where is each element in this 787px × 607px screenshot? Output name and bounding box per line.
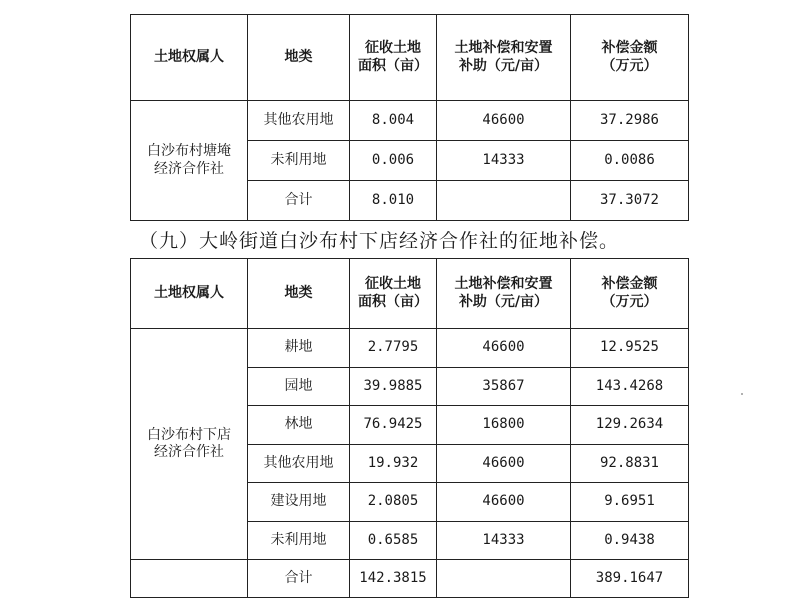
rate-cell: 46600 bbox=[437, 444, 571, 483]
area-cell: 2.7795 bbox=[350, 329, 437, 368]
rate-cell bbox=[437, 181, 571, 221]
rate-cell: 46600 bbox=[437, 101, 571, 141]
land-type-cell: 耕地 bbox=[248, 329, 350, 368]
section-caption: （九）大岭街道白沙布村下店经济合作社的征地补偿。 bbox=[139, 230, 620, 252]
compensation-table-tangyan bbox=[130, 14, 689, 221]
land-type-cell: 其他农用地 bbox=[248, 101, 350, 141]
land-type-cell: 林地 bbox=[248, 406, 350, 445]
area-cell: 0.006 bbox=[350, 141, 437, 181]
header-amount: 补偿金额 （万元） bbox=[571, 15, 689, 101]
rate-cell: 35867 bbox=[437, 367, 571, 406]
area-cell: 8.010 bbox=[350, 181, 437, 221]
owner-cell: 白沙布村下店 经济合作社 bbox=[131, 329, 248, 560]
rate-cell: 16800 bbox=[437, 406, 571, 445]
header-area: 征收土地 面积（亩） bbox=[350, 15, 437, 101]
land-type-cell: 未利用地 bbox=[248, 141, 350, 181]
table-row bbox=[131, 329, 689, 368]
amount-cell: 0.0086 bbox=[571, 141, 689, 181]
header-land-type: 地类 bbox=[248, 15, 350, 101]
owner-cell-empty bbox=[131, 560, 248, 598]
table-total-row bbox=[131, 560, 689, 598]
area-cell: 142.3815 bbox=[350, 560, 437, 598]
amount-cell: 0.9438 bbox=[571, 521, 689, 560]
header-owner: 土地权属人 bbox=[131, 15, 248, 101]
rate-cell: 46600 bbox=[437, 483, 571, 522]
amount-cell: 129.2634 bbox=[571, 406, 689, 445]
scan-speck bbox=[741, 393, 743, 395]
rate-cell: 14333 bbox=[437, 521, 571, 560]
header-land-type: 地类 bbox=[248, 259, 350, 329]
amount-cell: 9.6951 bbox=[571, 483, 689, 522]
amount-cell: 37.2986 bbox=[571, 101, 689, 141]
amount-cell: 37.3072 bbox=[571, 181, 689, 221]
area-cell: 8.004 bbox=[350, 101, 437, 141]
amount-cell: 143.4268 bbox=[571, 367, 689, 406]
header-owner: 土地权属人 bbox=[131, 259, 248, 329]
rate-cell: 46600 bbox=[437, 329, 571, 368]
header-compensation-rate: 土地补偿和安置 补助（元/亩） bbox=[437, 259, 571, 329]
area-cell: 0.6585 bbox=[350, 521, 437, 560]
area-cell: 19.932 bbox=[350, 444, 437, 483]
area-cell: 39.9885 bbox=[350, 367, 437, 406]
header-compensation-rate: 土地补偿和安置 补助（元/亩） bbox=[437, 15, 571, 101]
rate-cell bbox=[437, 560, 571, 598]
header-amount: 补偿金额 （万元） bbox=[571, 259, 689, 329]
amount-cell: 12.9525 bbox=[571, 329, 689, 368]
land-type-cell: 其他农用地 bbox=[248, 444, 350, 483]
land-type-cell: 建设用地 bbox=[248, 483, 350, 522]
table-row bbox=[131, 101, 689, 141]
land-type-cell: 园地 bbox=[248, 367, 350, 406]
owner-cell: 白沙布村塘埯 经济合作社 bbox=[131, 101, 248, 221]
table-header-row bbox=[131, 15, 689, 101]
land-type-cell: 合计 bbox=[248, 560, 350, 598]
table-header-row bbox=[131, 259, 689, 329]
header-area: 征收土地 面积（亩） bbox=[350, 259, 437, 329]
land-type-cell: 合计 bbox=[248, 181, 350, 221]
area-cell: 2.0805 bbox=[350, 483, 437, 522]
amount-cell: 92.8831 bbox=[571, 444, 689, 483]
area-cell: 76.9425 bbox=[350, 406, 437, 445]
rate-cell: 14333 bbox=[437, 141, 571, 181]
compensation-table-xiadian bbox=[130, 258, 689, 598]
amount-cell: 389.1647 bbox=[571, 560, 689, 598]
land-type-cell: 未利用地 bbox=[248, 521, 350, 560]
